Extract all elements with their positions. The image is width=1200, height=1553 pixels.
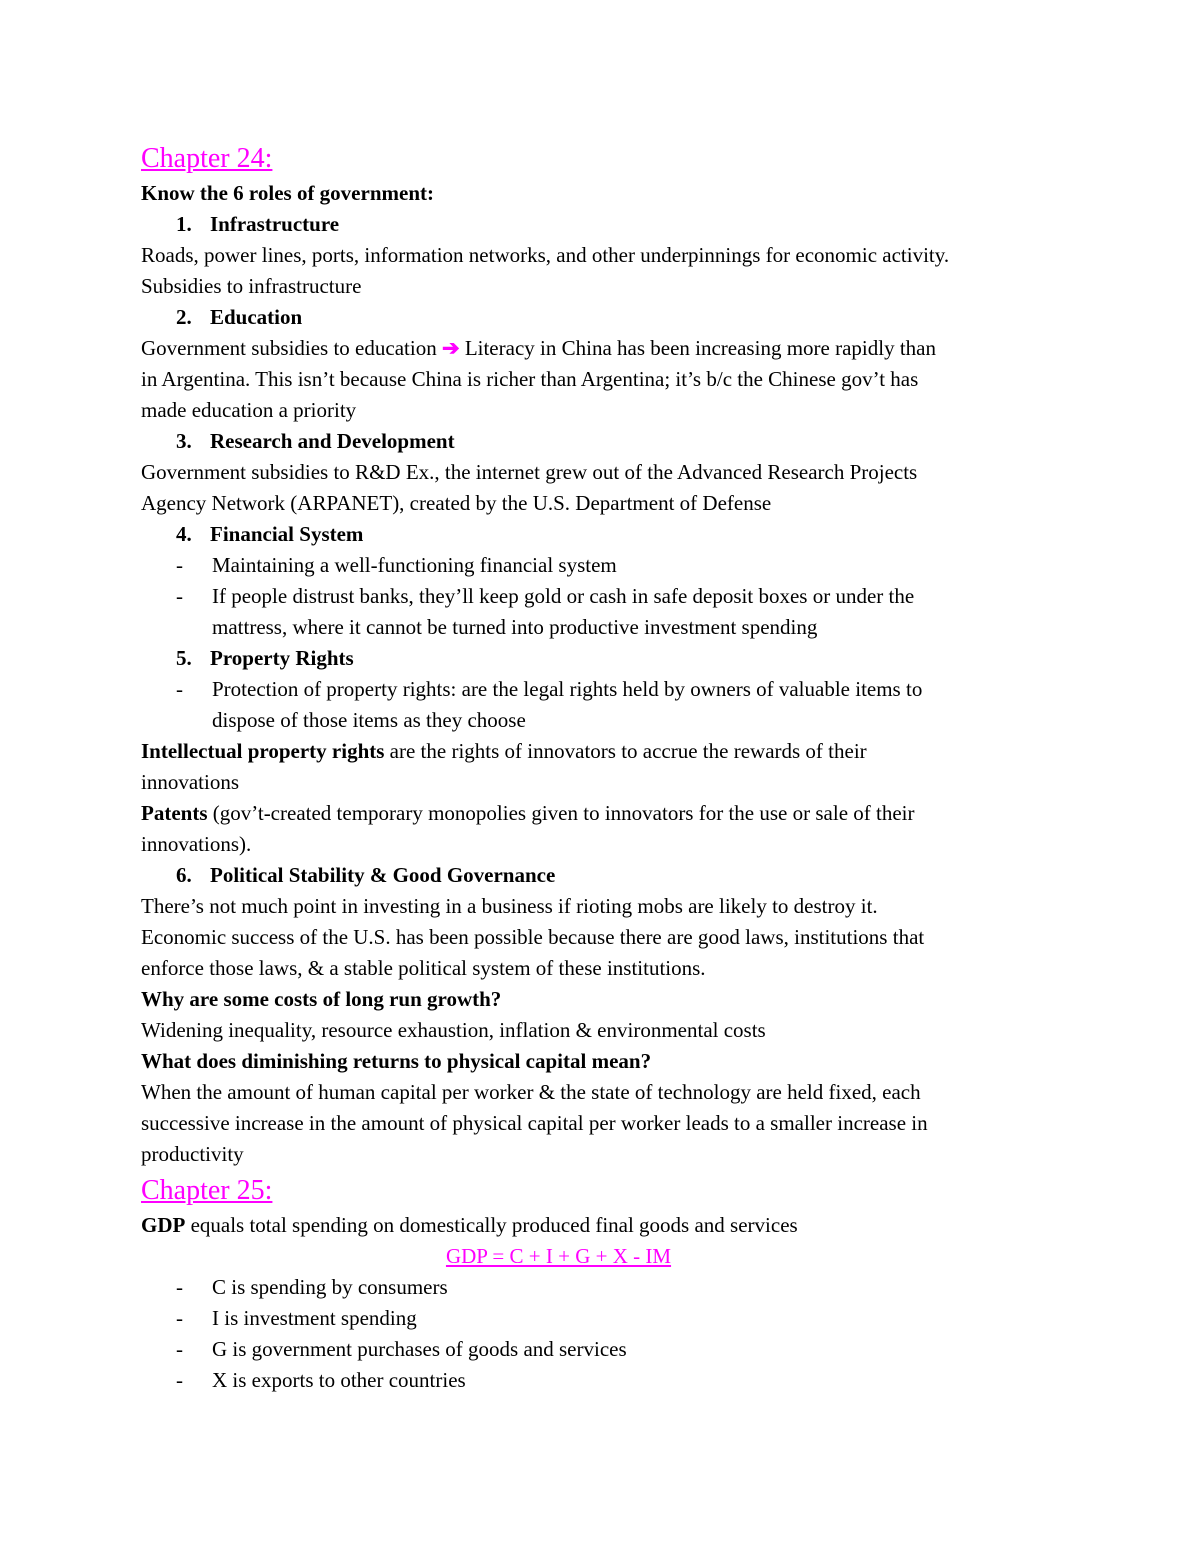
infra-text: Roads, power lines, ports, information networks, and other underpinnings for economic activity. (141, 243, 950, 267)
rd-text: Government subsidies to R&D Ex., the internet grew out of the Advanced Research Projects (141, 460, 918, 484)
bullet-text: If people distrust banks, they’ll keep gold or cash in safe deposit boxes or under the (212, 584, 915, 608)
answer-diminishing-returns: When the amount of human capital per worker & the state of technology are held fixed, each (141, 1080, 921, 1104)
role-number: 6. (176, 863, 192, 887)
role-number: 2. (176, 305, 192, 329)
bullet-dash: - (176, 584, 183, 608)
patents-definition (141, 798, 1041, 829)
role-label: Financial System (210, 522, 364, 546)
bullet-text: I is investment spending (212, 1306, 417, 1330)
bullet-dash: - (176, 677, 183, 701)
education-text-part: Literacy in China has been increasing more rapidly than (459, 336, 936, 360)
role-number: 1. (176, 212, 192, 236)
gdp-text: equals total spending on domestically produced final goods and services (185, 1213, 798, 1237)
ipr-text: innovations (141, 770, 239, 794)
answer-diminishing-returns: successive increase in the amount of physical capital per worker leads to a smaller increase in (141, 1111, 928, 1135)
role-item-4 (141, 519, 1041, 550)
document-page (141, 140, 1041, 1396)
bullet-dash: - (176, 1368, 183, 1392)
bullet-text: C is spending by consumers (212, 1275, 448, 1299)
bullet-text: G is government purchases of goods and services (212, 1337, 627, 1361)
education-text: in Argentina. This isn’t because China is richer than Argentina; it’s b/c the Chinese gov’t has (141, 367, 919, 391)
education-text (141, 333, 1041, 364)
role-label: Education (210, 305, 303, 329)
bullet-item (141, 674, 1041, 705)
bullet-dash: - (176, 1337, 183, 1361)
gdp-formula-line (141, 1241, 976, 1272)
bullet-dash: - (176, 1275, 183, 1299)
bullet-text: Maintaining a well-functioning financial system (212, 553, 617, 577)
bullet-dash: - (176, 553, 183, 577)
answer-costs: Widening inequality, resource exhaustion, inflation & environmental costs (141, 1018, 766, 1042)
question-diminishing-returns: What does diminishing returns to physical capital mean? (141, 1049, 652, 1073)
education-text-part: Government subsidies to education (141, 336, 442, 360)
patents-text: innovations). (141, 832, 252, 856)
roles-prompt: Know the 6 roles of government: (141, 181, 434, 205)
role-item-1 (141, 209, 1041, 240)
gdp-formula: GDP = C + I + G + X - IM (445, 1244, 672, 1268)
bullet-item (141, 581, 1041, 612)
gdp-term: GDP (141, 1213, 186, 1237)
bullet-text: Protection of property rights: are the legal rights held by owners of valuable items to (212, 677, 923, 701)
bullet-item (141, 1334, 1041, 1365)
role-number: 4. (176, 522, 192, 546)
political-text: enforce those laws, & a stable political system of these institutions. (141, 956, 706, 980)
role-label: Research and Development (210, 429, 455, 453)
bullet-text: X is exports to other countries (212, 1368, 466, 1392)
bullet-continuation: mattress, where it cannot be turned into productive investment spending (212, 615, 818, 639)
arrow-right-icon: ➔ (441, 336, 460, 360)
ipr-definition (141, 736, 1041, 767)
role-item-2 (141, 302, 1041, 333)
role-item-5 (141, 643, 1041, 674)
role-label: Property Rights (210, 646, 354, 670)
infra-text: Subsidies to infrastructure (141, 274, 362, 298)
bullet-item (141, 1272, 1041, 1303)
role-item-6 (141, 860, 1041, 891)
political-text: There’s not much point in investing in a business if rioting mobs are likely to destroy it. (141, 894, 878, 918)
gdp-definition (141, 1210, 1041, 1241)
bullet-continuation: dispose of those items as they choose (212, 708, 526, 732)
ipr-text: are the rights of innovators to accrue the rewards of their (384, 739, 867, 763)
bullet-dash: - (176, 1306, 183, 1330)
patents-text: (gov’t-created temporary monopolies given to innovators for the use or sale of their (207, 801, 915, 825)
question-costs: Why are some costs of long run growth? (141, 987, 502, 1011)
chapter-24-heading: Chapter 24: (141, 143, 273, 174)
role-number: 3. (176, 429, 192, 453)
role-item-3 (141, 426, 1041, 457)
bullet-item (141, 1303, 1041, 1334)
bullet-item (141, 550, 1041, 581)
bullet-item (141, 1365, 1041, 1396)
role-label: Infrastructure (210, 212, 340, 236)
education-text: made education a priority (141, 398, 357, 422)
ipr-term: Intellectual property rights (141, 739, 385, 763)
rd-text: Agency Network (ARPANET), created by the U.S. Department of Defense (141, 491, 772, 515)
patents-term: Patents (141, 801, 208, 825)
chapter-25-heading: Chapter 25: (141, 1175, 273, 1206)
answer-diminishing-returns: productivity (141, 1142, 244, 1166)
role-label: Political Stability & Good Governance (210, 863, 556, 887)
political-text: Economic success of the U.S. has been possible because there are good laws, institutions that (141, 925, 925, 949)
role-number: 5. (176, 646, 192, 670)
